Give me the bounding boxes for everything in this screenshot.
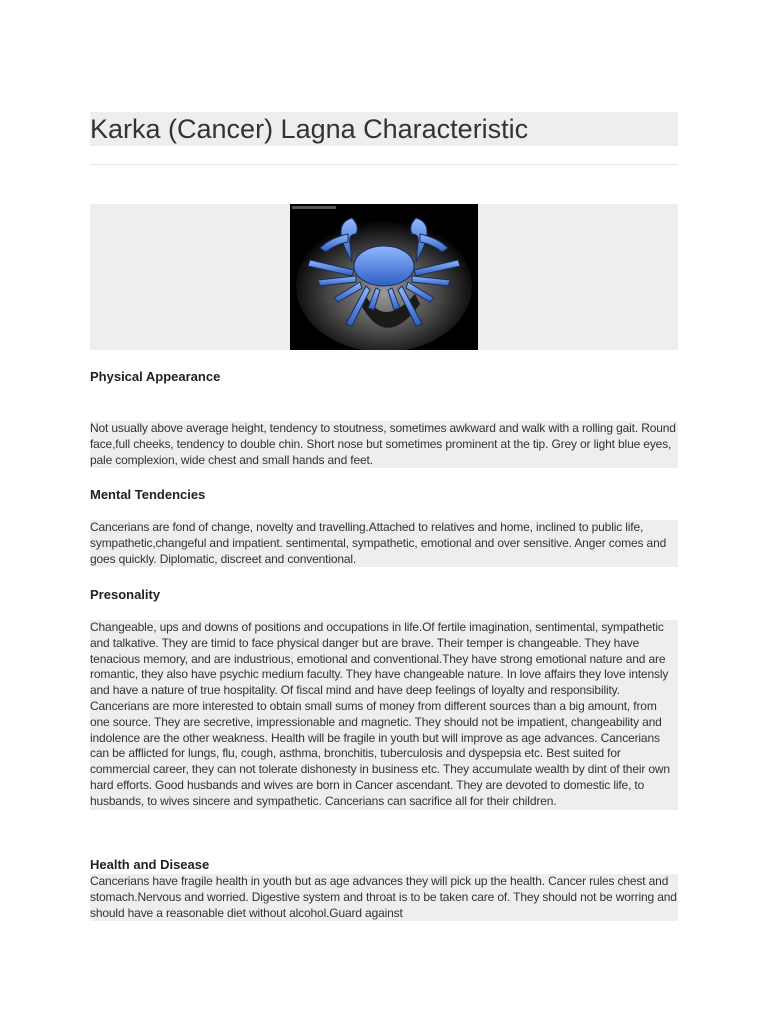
section-text-personality: Changeable, ups and downs of positions and occupations in life.Of fertile imagination, sentimental, sympathetic and talkative. They are timid to face physical danger but are brave. Their temper is changeable. They have tenacious memory, and are industrious, emotional and conventional.They have strong emotional nature and are romantic, they also have psychic medium faculty. They have changeable nature. In love affairs they love intensly and have a nature of true hospitality. Of fiscal mind and have deep feelings of loyalty and responsibility. Cancerians are more interested to obtain small sums of money from different sources than a big amount, from one source. They are secretive, impressionable and magnetic. They should not be impatient, changeability and indolence are the other weakness. Health will be fragile in youth but will improve as age advances. Cancerians can be afflicted for lungs, flu, cough, asthma, bronchitis, tuberculosis and dyspepsia etc. Best suited for commercial career, they can not tolerate dishonesty in business etc. They accumulate wealth by dint of their own hard efforts. Good husbands and wives are born in Cancer ascendant. They are devoted to domestic life, to husbands, to wives sincere and sympathetic. Cancerians can sacrifice all for their children. [90, 620, 678, 810]
page-title: Karka (Cancer) Lagna Characteristic [90, 114, 529, 144]
section-heading-health-and-disease: Health and Disease [90, 857, 210, 872]
section-heading-personality: Presonality [90, 587, 161, 602]
section-text-physical-appearance: Not usually above average height, tendency to stoutness, sometimes awkward and walk with a rolling gait. Round face,full cheeks, tendency to double chin. Short nose but sometimes prominent at the tip. Grey or light blue eyes, pale complexion, wide chest and small hands and feet. [90, 421, 678, 468]
divider [90, 164, 678, 165]
section-heading-mental-tendencies: Mental Tendencies [90, 487, 206, 502]
crab-icon [290, 204, 478, 350]
section-text-health-and-disease: Cancerians have fragile health in youth but as age advances they will pick up the health. Cancer rules chest and stomach.Nervous and worried. Digestive system and throat is to be taken care of. They should not be worring and should have a reasonable diet without alcohol.Guard against [90, 874, 677, 920]
section-text-mental-tendencies: Cancerians are fond of change, novelty and travelling.Attached to relatives and home, inclined to public life, sympathetic,changeful and impatient. sentimental, sympathetic, emotional and over sensitive. Anger comes and goes quickly. Diplomatic, discreet and conventional. [90, 520, 678, 567]
section-heading-physical-appearance: Physical Appearance [90, 369, 221, 384]
cancer-crab-image [290, 204, 478, 350]
